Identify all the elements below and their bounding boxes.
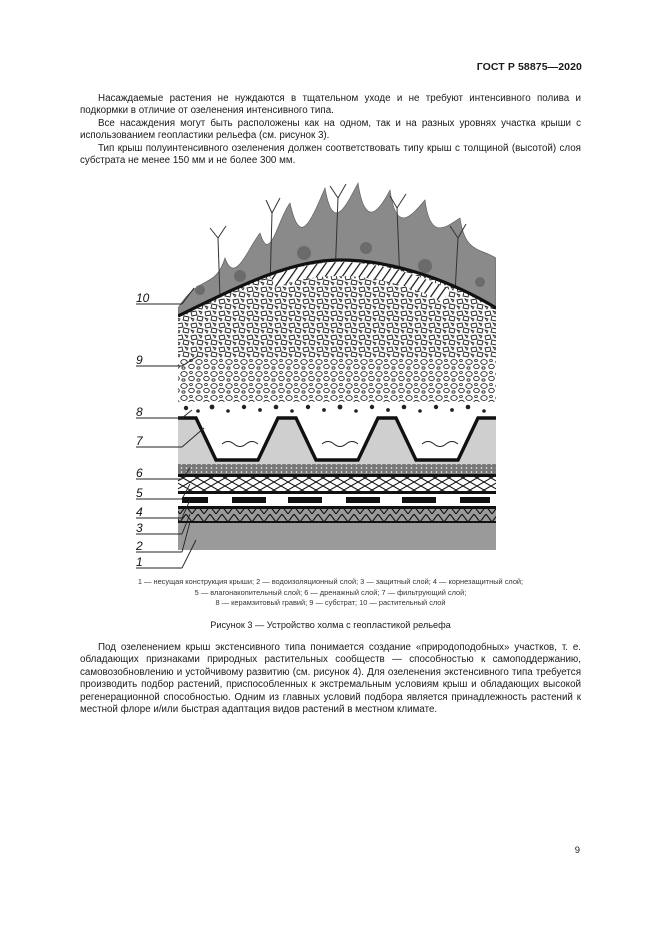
callout-label: 9 [136,353,143,367]
legend-line: 8 — керамзитовый гравий; 9 — субстрат; 10 — растительный слой [215,598,446,608]
callout-label: 5 [136,486,143,500]
standard-header: ГОСТ Р 58875—2020 [476,61,582,73]
callout-label: 6 [136,466,143,480]
callout-label: 1 [136,555,143,569]
page-number: 9 [574,845,580,856]
body-text [80,642,581,716]
legend-line: 5 — влагонакопительный слой; 6 — дренажный слой; 7 — фильтрующий слой; [194,587,467,597]
callout-label: 8 [136,405,143,419]
callout-label: 10 [136,291,150,305]
legend-line: 1 — несущая конструкция крыши; 2 — водоизоляционный слой; 3 — защитный слой; 4 — корнезащитный слой; [137,577,524,586]
paragraph: Насаждаемые растения не нуждаются в тщательном уходе и не требуют интенсивного полива и подкормки в отличие от озеленения интенсивного типа. [80,93,581,117]
figure-caption: Рисунок 3 — Устройство холма с геопластикой рельефа [210,620,451,630]
callout-label: 2 [136,539,143,553]
roof-hill-figure [120,178,520,573]
paragraph: Под озеленением крыш экстенсивного типа понимается создание «природоподобных» участков, т. е. обладающих признаками природных растительных сообществ — способностью к самоподдержанию, самовозобновлению и устойчивому развитию (см. рисунок 4). Для озеленения экстенсивного типа требуется производить подбор растений, приспособленных к экстремальным условиям крыш и обладающих высокой регенерационной способностью. Одним из главных условий подбора является принадлежность растений к местной флоре и/или быстрая адаптация видов растений в местном климате. [80,642,581,716]
figure-legend [80,577,581,609]
paragraph: Все насаждения могут быть расположены как на одном, так и на разных уровнях участка крыши с использованием геопластики рельефа (см. рисунок 3). [80,117,581,142]
paragraph: Тип крыш полуинтенсивного озеленения должен соответствовать типу крыш с толщиной (высотой) слоя субстрата не менее 150 мм и не более 300 мм. [80,142,581,167]
callout-label: 4 [136,505,143,519]
callout-label: 3 [136,521,143,535]
callout-label: 7 [136,434,143,448]
intro-text [80,93,581,167]
